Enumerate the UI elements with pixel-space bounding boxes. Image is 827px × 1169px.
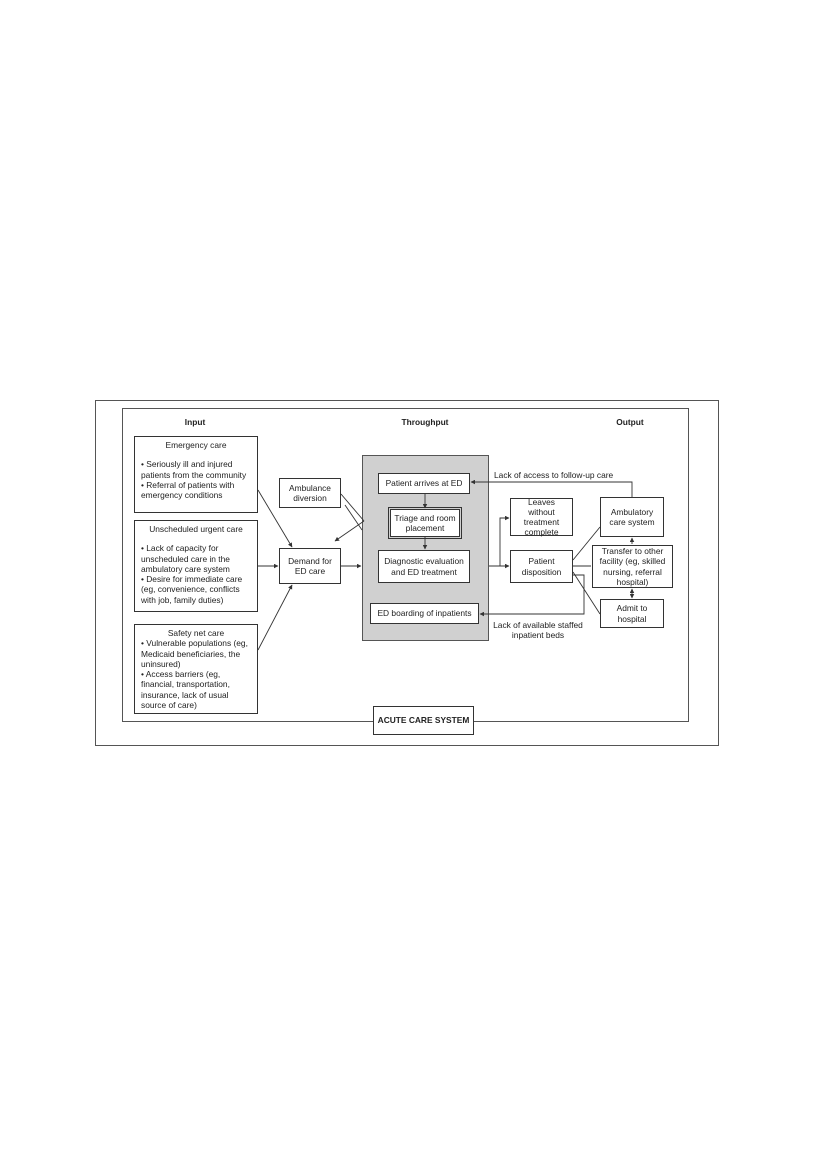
input-header: Input: [184, 417, 206, 427]
patient-arrives-box: Patient arrives at ED: [378, 473, 470, 494]
triage-box: Triage and room placement: [390, 509, 460, 537]
admit-to-hospital-box: Admit to hospital: [600, 599, 664, 628]
safety-net-title: Safety net care: [167, 628, 225, 638]
ambulance-diversion-box: Ambulance diversion: [279, 478, 341, 508]
leaves-without-treatment-box: Leaves without treatment complete: [510, 498, 573, 536]
output-header: Output: [616, 417, 644, 427]
acute-care-system-label: ACUTE CARE SYSTEM: [373, 706, 474, 735]
urgent-care-point: • Lack of capacity for unscheduled care in the ambulatory care system: [141, 543, 230, 574]
patient-disposition-box: Patient disposition: [510, 550, 573, 583]
emergency-care-point: • Referral of patients with emergency conditions: [141, 479, 235, 500]
emergency-care-title: Emergency care: [165, 440, 227, 450]
demand-for-ed-care-box: Demand for ED care: [279, 548, 341, 584]
throughput-header: Throughput: [401, 417, 449, 427]
ed-boarding-box: ED boarding of inpatients: [370, 603, 479, 624]
emergency-care-point: • Seriously ill and injured patients from the community: [141, 459, 247, 480]
safety-net-point: • Access barriers (eg, financial, transportation, insurance, lack of usual source of care): [141, 669, 230, 710]
urgent-care-title: Unscheduled urgent care: [149, 524, 243, 534]
followup-care-note: Lack of access to follow-up care: [494, 470, 614, 480]
unscheduled-urgent-care-box: [134, 520, 258, 612]
safety-net-care-box: [134, 624, 258, 714]
ambulatory-care-system-box: Ambulatory care system: [600, 497, 664, 537]
diagnostic-evaluation-box: Diagnostic evaluation and ED treatment: [378, 550, 470, 583]
inpatient-beds-note: Lack of available staffed inpatient beds: [493, 620, 583, 641]
transfer-to-other-facility-box: Transfer to other facility (eg, skilled nursing, referral hospital): [592, 545, 673, 588]
safety-net-point: • Vulnerable populations (eg, Medicaid beneficiaries, the uninsured): [141, 638, 248, 669]
urgent-care-point: • Desire for immediate care (eg, convenience, conflicts with job, family duties): [141, 574, 243, 605]
emergency-care-box: [134, 436, 258, 513]
